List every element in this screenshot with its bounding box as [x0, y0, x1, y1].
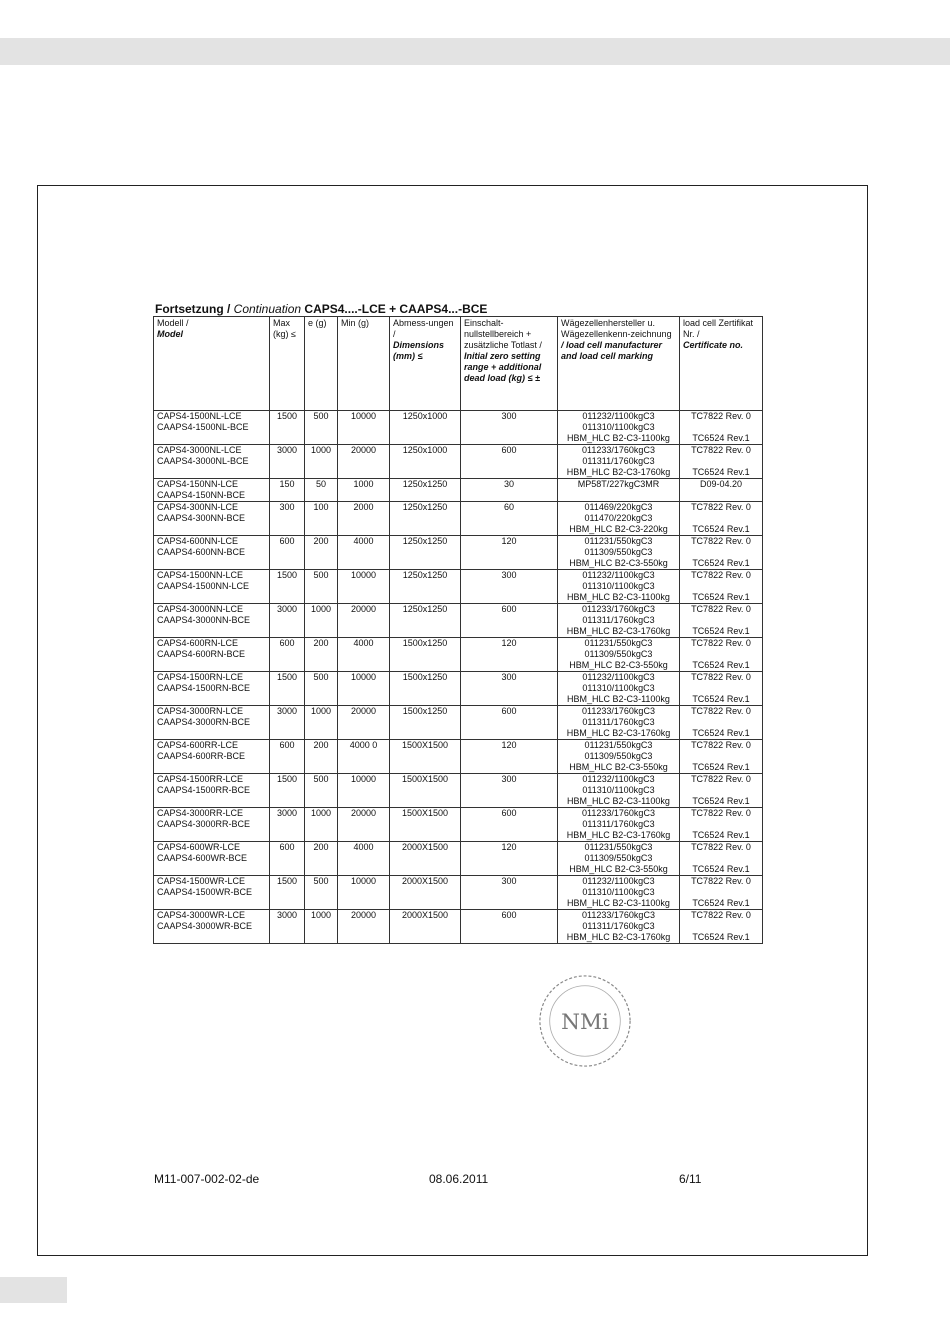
dimensions-cell: 2000X1500	[390, 842, 461, 876]
e-cell: 50	[305, 479, 338, 502]
certificate-cell: D09-04.20	[680, 479, 763, 502]
max-cell: 1500	[270, 774, 305, 808]
zero-range-cell: 60	[461, 502, 558, 536]
e-cell: 200	[305, 740, 338, 774]
max-cell: 3000	[270, 706, 305, 740]
zero-range-cell: 600	[461, 808, 558, 842]
load-cell-cell: 011232/1100kgC3 011310/1100kgC3 HBM_HLC B2-C3-1100kg	[558, 570, 680, 604]
dimensions-cell: 2000X1500	[390, 876, 461, 910]
table-row	[154, 876, 763, 910]
zero-range-cell: 300	[461, 876, 558, 910]
dimensions-cell: 1500X1500	[390, 740, 461, 774]
dimensions-cell: 1250x1000	[390, 445, 461, 479]
dimensions-cell: 1250x1250	[390, 570, 461, 604]
dimensions-cell: 1250x1250	[390, 604, 461, 638]
model-cell: CAPS4-3000RN-LCE CAAPS4-3000RN-BCE	[154, 706, 270, 740]
table-row	[154, 445, 763, 479]
min-cell: 4000	[338, 842, 390, 876]
min-cell: 10000	[338, 876, 390, 910]
col-header-certificate: load cell Zertifikat Nr. / Certificate no.	[680, 317, 763, 411]
bottom-gray-tab	[0, 1277, 67, 1303]
max-cell: 3000	[270, 808, 305, 842]
col-header-max: Max (kg) ≤	[270, 317, 305, 411]
load-cell-cell: 011231/550kgC3 011309/550kgC3 HBM_HLC B2-C3-550kg	[558, 536, 680, 570]
max-cell: 3000	[270, 604, 305, 638]
dimensions-cell: 1500x1250	[390, 638, 461, 672]
e-cell: 100	[305, 502, 338, 536]
certificate-cell: TC7822 Rev. 0 TC6524 Rev.1	[680, 570, 763, 604]
model-cell: CAPS4-150NN-LCE CAAPS4-150NN-BCE	[154, 479, 270, 502]
dimensions-cell: 1500x1250	[390, 706, 461, 740]
max-cell: 600	[270, 536, 305, 570]
min-cell: 10000	[338, 672, 390, 706]
certificate-cell: TC7822 Rev. 0 TC6524 Rev.1	[680, 638, 763, 672]
model-cell: CAPS4-600RN-LCE CAAPS4-600RN-BCE	[154, 638, 270, 672]
min-cell: 10000	[338, 774, 390, 808]
min-cell: 4000	[338, 536, 390, 570]
max-cell: 150	[270, 479, 305, 502]
model-cell: CAPS4-600NN-LCE CAAPS4-600NN-BCE	[154, 536, 270, 570]
dimensions-cell: 2000X1500	[390, 910, 461, 944]
e-cell: 1000	[305, 910, 338, 944]
top-gray-band	[0, 38, 950, 65]
certificate-cell: TC7822 Rev. 0 TC6524 Rev.1	[680, 842, 763, 876]
zero-range-cell: 600	[461, 445, 558, 479]
zero-range-cell: 120	[461, 638, 558, 672]
load-cell-cell: 011233/1760kgC3 011311/1760kgC3 HBM_HLC B2-C3-1760kg	[558, 445, 680, 479]
max-cell: 3000	[270, 445, 305, 479]
max-cell: 1500	[270, 570, 305, 604]
stamp-text: NMi	[561, 1009, 609, 1035]
min-cell: 20000	[338, 604, 390, 638]
max-cell: 600	[270, 842, 305, 876]
zero-range-cell: 600	[461, 604, 558, 638]
model-cell: CAPS4-1500NL-LCE CAAPS4-1500NL-BCE	[154, 411, 270, 445]
col-header-model: Modell / Model	[154, 317, 270, 411]
load-cell-cell: 011232/1100kgC3 011310/1100kgC3 HBM_HLC B2-C3-1100kg	[558, 411, 680, 445]
certificate-cell: TC7822 Rev. 0 TC6524 Rev.1	[680, 502, 763, 536]
min-cell: 1000	[338, 479, 390, 502]
zero-range-cell: 600	[461, 910, 558, 944]
e-cell: 500	[305, 570, 338, 604]
zero-range-cell: 120	[461, 536, 558, 570]
min-cell: 10000	[338, 411, 390, 445]
load-cell-cell: 011232/1100kgC3 011310/1100kgC3 HBM_HLC B2-C3-1100kg	[558, 774, 680, 808]
load-cell-cell: 011233/1760kgC3 011311/1760kgC3 HBM_HLC B2-C3-1760kg	[558, 706, 680, 740]
dimensions-cell: 1500X1500	[390, 808, 461, 842]
dimensions-cell: 1500X1500	[390, 774, 461, 808]
dimensions-cell: 1500x1250	[390, 672, 461, 706]
heading-italic: Continuation	[233, 302, 302, 316]
certificate-cell: TC7822 Rev. 0 TC6524 Rev.1	[680, 706, 763, 740]
e-cell: 1000	[305, 445, 338, 479]
e-cell: 1000	[305, 706, 338, 740]
certificate-cell: TC7822 Rev. 0 TC6524 Rev.1	[680, 604, 763, 638]
nmi-stamp	[536, 972, 634, 1070]
min-cell: 20000	[338, 910, 390, 944]
model-cell: CAPS4-1500RR-LCE CAAPS4-1500RR-BCE	[154, 774, 270, 808]
load-cell-cell: 011231/550kgC3 011309/550kgC3 HBM_HLC B2-C3-550kg	[558, 638, 680, 672]
min-cell: 20000	[338, 445, 390, 479]
max-cell: 300	[270, 502, 305, 536]
footer-page-number: 6/11	[679, 1172, 702, 1186]
model-spec-table	[153, 316, 763, 944]
min-cell: 10000	[338, 570, 390, 604]
min-cell: 2000	[338, 502, 390, 536]
dimensions-cell: 1250x1250	[390, 502, 461, 536]
zero-range-cell: 120	[461, 740, 558, 774]
model-cell: CAPS4-3000NN-LCE CAAPS4-3000NN-BCE	[154, 604, 270, 638]
max-cell: 3000	[270, 910, 305, 944]
certificate-cell: TC7822 Rev. 0 TC6524 Rev.1	[680, 536, 763, 570]
table-row	[154, 706, 763, 740]
load-cell-cell: 011231/550kgC3 011309/550kgC3 HBM_HLC B2-C3-550kg	[558, 842, 680, 876]
table-heading	[155, 302, 487, 316]
zero-range-cell: 120	[461, 842, 558, 876]
e-cell: 200	[305, 842, 338, 876]
footer-doc-id: M11-007-002-02-de	[154, 1172, 260, 1186]
max-cell: 600	[270, 638, 305, 672]
table-row	[154, 570, 763, 604]
e-cell: 500	[305, 411, 338, 445]
model-cell: CAPS4-3000WR-LCE CAAPS4-3000WR-BCE	[154, 910, 270, 944]
load-cell-cell: 011233/1760kgC3 011311/1760kgC3 HBM_HLC B2-C3-1760kg	[558, 910, 680, 944]
heading-prefix: Fortsetzung /	[155, 302, 234, 316]
load-cell-cell: 011231/550kgC3 011309/550kgC3 HBM_HLC B2-C3-550kg	[558, 740, 680, 774]
dimensions-cell: 1250x1000	[390, 411, 461, 445]
e-cell: 1000	[305, 808, 338, 842]
model-cell: CAPS4-3000RR-LCE CAAPS4-3000RR-BCE	[154, 808, 270, 842]
table-row	[154, 638, 763, 672]
table-row	[154, 808, 763, 842]
dimensions-cell: 1250x1250	[390, 536, 461, 570]
certificate-cell: TC7822 Rev. 0 TC6524 Rev.1	[680, 910, 763, 944]
zero-range-cell: 30	[461, 479, 558, 502]
footer-date: 08.06.2011	[429, 1172, 489, 1186]
e-cell: 1000	[305, 604, 338, 638]
min-cell: 20000	[338, 706, 390, 740]
certificate-cell: TC7822 Rev. 0 TC6524 Rev.1	[680, 740, 763, 774]
certificate-cell: TC7822 Rev. 0 TC6524 Rev.1	[680, 808, 763, 842]
model-cell: CAPS4-600WR-LCE CAAPS4-600WR-BCE	[154, 842, 270, 876]
zero-range-cell: 300	[461, 672, 558, 706]
zero-range-cell: 600	[461, 706, 558, 740]
table-header-row	[154, 317, 763, 411]
certificate-cell: TC7822 Rev. 0 TC6524 Rev.1	[680, 445, 763, 479]
min-cell: 4000	[338, 638, 390, 672]
zero-range-cell: 300	[461, 411, 558, 445]
table-row	[154, 479, 763, 502]
table-row	[154, 502, 763, 536]
load-cell-cell: 011232/1100kgC3 011310/1100kgC3 HBM_HLC B2-C3-1100kg	[558, 876, 680, 910]
col-header-load-cell: Wägezellenhersteller u. Wägezellenkenn-zeichnung / load cell manufacturer and load cell marking	[558, 317, 680, 411]
certificate-cell: TC7822 Rev. 0 TC6524 Rev.1	[680, 411, 763, 445]
e-cell: 200	[305, 536, 338, 570]
max-cell: 1500	[270, 672, 305, 706]
zero-range-cell: 300	[461, 570, 558, 604]
table-row	[154, 411, 763, 445]
load-cell-cell: 011232/1100kgC3 011310/1100kgC3 HBM_HLC B2-C3-1100kg	[558, 672, 680, 706]
model-cell: CAPS4-1500RN-LCE CAAPS4-1500RN-BCE	[154, 672, 270, 706]
table-row	[154, 536, 763, 570]
table-row	[154, 842, 763, 876]
load-cell-cell: 011469/220kgC3 011470/220kgC3 HBM_HLC B2-C3-220kg	[558, 502, 680, 536]
certificate-cell: TC7822 Rev. 0 TC6524 Rev.1	[680, 672, 763, 706]
load-cell-cell: 011233/1760kgC3 011311/1760kgC3 HBM_HLC B2-C3-1760kg	[558, 604, 680, 638]
e-cell: 200	[305, 638, 338, 672]
table-row	[154, 672, 763, 706]
col-header-zero-range: Einschalt-nullstellbereich + zusätzliche Totlast / Initial zero setting range + additional dead load (kg) ≤ ±	[461, 317, 558, 411]
dimensions-cell: 1250x1250	[390, 479, 461, 502]
model-cell: CAPS4-1500WR-LCE CAAPS4-1500WR-BCE	[154, 876, 270, 910]
model-cell: CAPS4-600RR-LCE CAAPS4-600RR-BCE	[154, 740, 270, 774]
certificate-cell: TC7822 Rev. 0 TC6524 Rev.1	[680, 774, 763, 808]
min-cell: 4000 0	[338, 740, 390, 774]
model-cell: CAPS4-300NN-LCE CAAPS4-300NN-BCE	[154, 502, 270, 536]
max-cell: 1500	[270, 411, 305, 445]
table-row	[154, 910, 763, 944]
e-cell: 500	[305, 774, 338, 808]
zero-range-cell: 300	[461, 774, 558, 808]
e-cell: 500	[305, 672, 338, 706]
max-cell: 1500	[270, 876, 305, 910]
table-row	[154, 740, 763, 774]
load-cell-cell: 011233/1760kgC3 011311/1760kgC3 HBM_HLC B2-C3-1760kg	[558, 808, 680, 842]
table-row	[154, 774, 763, 808]
model-cell: CAPS4-3000NL-LCE CAAPS4-3000NL-BCE	[154, 445, 270, 479]
col-header-dimensions: Abmess-ungen / Dimensions (mm) ≤	[390, 317, 461, 411]
col-header-min: Min (g)	[338, 317, 390, 411]
table-row	[154, 604, 763, 638]
certificate-cell: TC7822 Rev. 0 TC6524 Rev.1	[680, 876, 763, 910]
max-cell: 600	[270, 740, 305, 774]
min-cell: 20000	[338, 808, 390, 842]
model-cell: CAPS4-1500NN-LCE CAAPS4-1500NN-LCE	[154, 570, 270, 604]
col-header-e: e (g)	[305, 317, 338, 411]
e-cell: 500	[305, 876, 338, 910]
heading-suffix: CAPS4....-LCE + CAAPS4...-BCE	[301, 302, 488, 316]
load-cell-cell: MP58T/227kgC3MR	[558, 479, 680, 502]
